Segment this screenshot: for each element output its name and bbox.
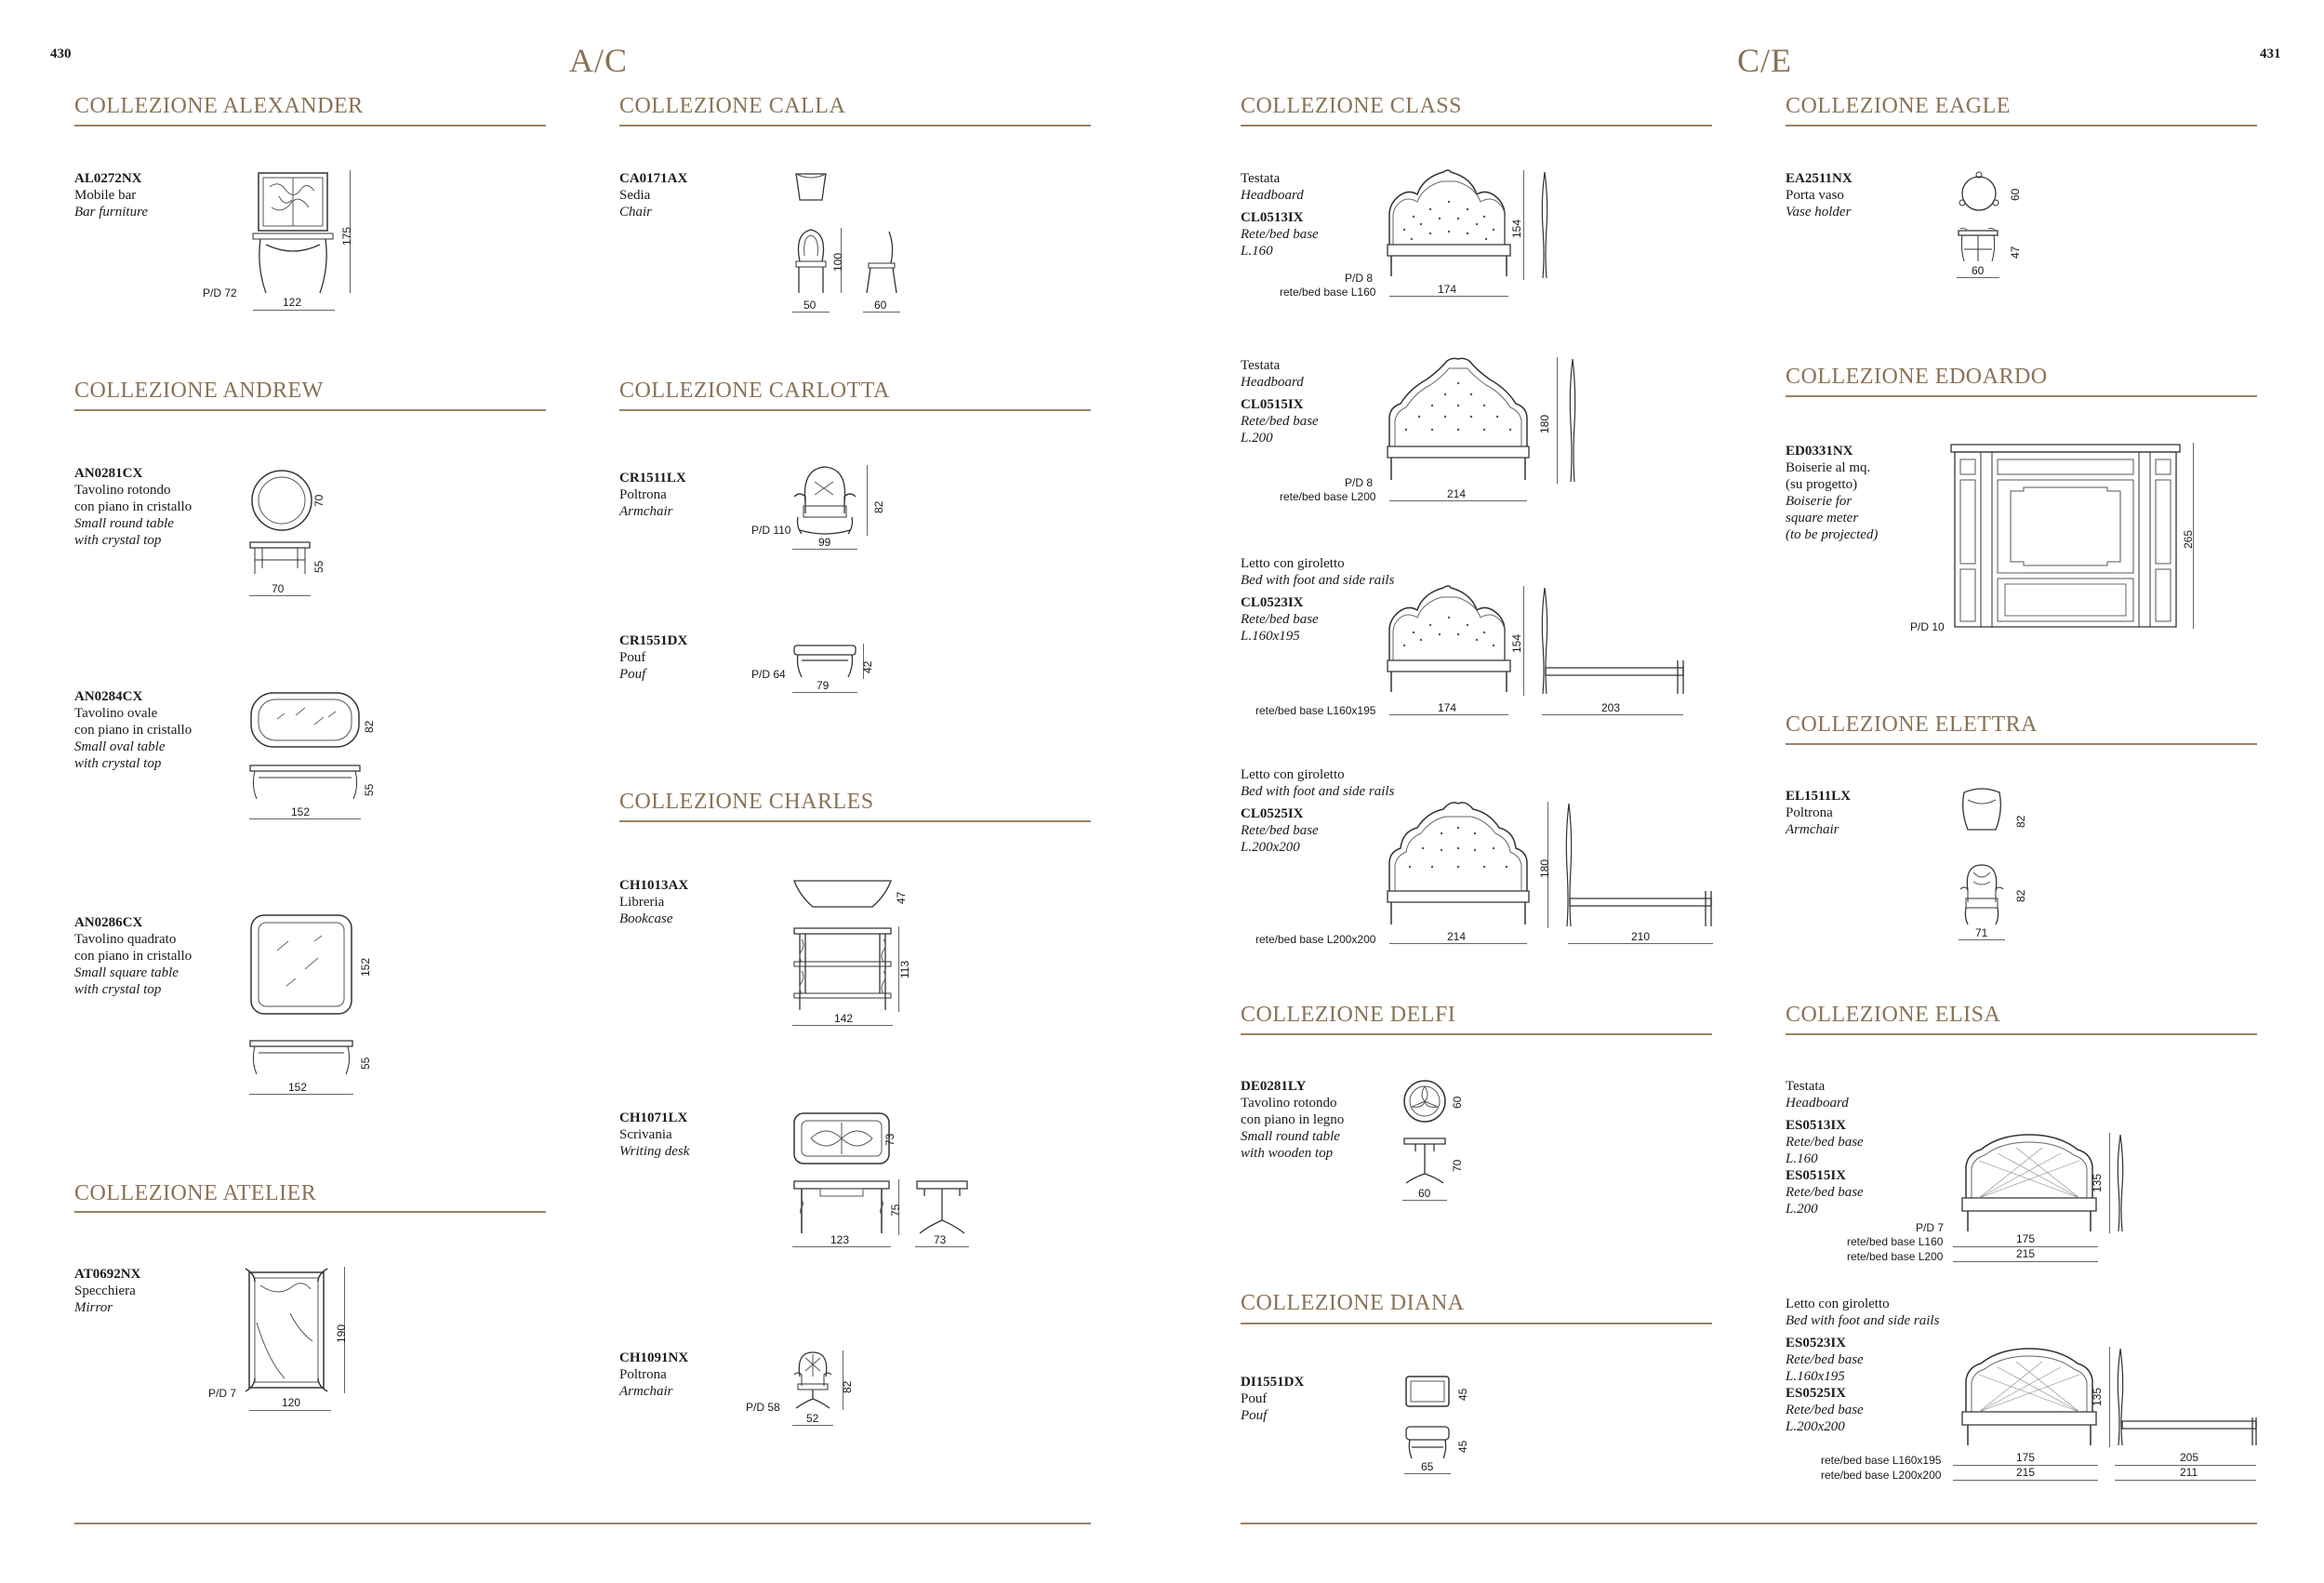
headboard-side-drawing [1566, 357, 1579, 484]
product-pre-en: Bed with foot and side rails [1241, 784, 1395, 799]
product-line: con piano in legno [1241, 1112, 1345, 1127]
dimension-line [249, 595, 311, 596]
dimension-height: 47 [2009, 246, 2022, 259]
depth-label: P/D 7 [208, 1387, 237, 1400]
product-pre: Testata [1786, 1079, 1826, 1094]
collection-title: COLLEZIONE CARLOTTA [619, 379, 890, 403]
dimension-line [1953, 1480, 2098, 1481]
dimension-length: 211 [2180, 1466, 2198, 1479]
product-description [619, 1350, 688, 1400]
dimension-line [2109, 1347, 2110, 1447]
product-pre: Letto con giroletto [1241, 556, 1345, 571]
armchair-top-drawing [1959, 787, 2005, 833]
dimension-line [1389, 943, 1527, 944]
mirror-drawing [244, 1267, 329, 1393]
bed-front-drawing [1386, 802, 1531, 928]
armchair-drawing [792, 465, 857, 536]
title-rule [1241, 125, 1712, 126]
title-rule [1786, 125, 2257, 126]
dimension-line [1568, 943, 1713, 944]
collection-title: COLLEZIONE DIANA [1241, 1291, 1465, 1315]
title-rule [1241, 1033, 1712, 1035]
product-line: Tavolino rotondo [74, 483, 171, 498]
dimension-height: 180 [1538, 414, 1551, 433]
product-code: ES0515IX [1786, 1168, 1847, 1183]
product-line-en: with wooden top [1241, 1146, 1334, 1161]
headboard-drawing [1386, 170, 1512, 280]
dimension-height: 82 [872, 500, 885, 513]
product-pre-en: Bed with foot and side rails [1241, 573, 1395, 588]
product-description [74, 1266, 140, 1316]
dimension-height: 154 [1510, 633, 1523, 653]
product-pre-en: Headboard [1786, 1096, 1849, 1111]
product-name-en: Pouf [1241, 1408, 1268, 1423]
product-code: ES0525IX [1786, 1386, 1847, 1401]
product-code: ED0331NX [1786, 444, 1853, 459]
oval-table-side-drawing [249, 765, 361, 802]
product-description [74, 465, 192, 549]
pouf-drawing [792, 644, 857, 679]
product-code: CL0513IX [1241, 210, 1304, 225]
dimension-height: 190 [335, 1324, 348, 1343]
headboard-side-drawing [1538, 170, 1551, 280]
dimension-line [792, 1246, 891, 1247]
product-name: Poltrona [1786, 805, 1833, 820]
dimension-height: 55 [312, 560, 325, 573]
dimension-height: 100 [831, 252, 844, 272]
collection-title: COLLEZIONE DELFI [1241, 1003, 1456, 1027]
dimension-width: 65 [1421, 1460, 1434, 1473]
depth-label: P/D 64 [751, 668, 786, 681]
product-name-en: Pouf [619, 667, 646, 682]
product-description [1786, 1296, 1939, 1435]
dimension-width: 152 [288, 1081, 308, 1094]
dimension-line [1542, 714, 1683, 715]
dimension-line [792, 1025, 893, 1026]
product-code: CL0515IX [1241, 397, 1304, 412]
product-line: Rete/bed base [1241, 414, 1319, 429]
product-line: (su progetto) [1786, 477, 1858, 492]
title-rule [74, 409, 546, 411]
product-line: L.200 [1241, 431, 1273, 446]
chair-side-drawing [863, 228, 900, 295]
chair-front-drawing [792, 228, 830, 295]
product-name: Pouf [1241, 1391, 1268, 1406]
product-line: Rete/bed base [1786, 1185, 1864, 1200]
product-line: L.200x200 [1786, 1419, 1845, 1434]
dimension-line [1953, 1261, 2098, 1262]
dimension-width: 215 [2016, 1466, 2036, 1479]
dimension-width: 52 [806, 1412, 819, 1425]
product-line: Rete/bed base [1241, 823, 1319, 838]
bookcase-front-drawing [792, 926, 893, 1012]
product-line: L.200 [1786, 1202, 1818, 1217]
bed-front-drawing [1386, 586, 1512, 696]
product-description [1241, 555, 1394, 645]
dimension-line [792, 549, 857, 550]
depth-label: P/D 8 [1345, 272, 1374, 285]
bed-base-label: rete/bed base L160x195 [1255, 704, 1376, 717]
dimension-width: 174 [1438, 701, 1457, 714]
bed-base-label: rete/bed base L200x200 [1255, 933, 1376, 946]
title-rule [74, 1211, 546, 1213]
title-rule [1786, 1033, 2257, 1035]
product-line: Tavolino ovale [74, 706, 158, 721]
product-description [619, 170, 687, 220]
product-line-en: with crystal top [74, 756, 162, 771]
dimension-line [1557, 357, 1558, 484]
dimension-height: 180 [1538, 858, 1551, 878]
collection-title: COLLEZIONE EDOARDO [1786, 365, 2048, 389]
product-name: Poltrona [619, 487, 667, 502]
dimension-width: 175 [2016, 1232, 2036, 1245]
depth-label: P/D 7 [1916, 1221, 1945, 1234]
product-code: CL0523IX [1241, 595, 1304, 610]
dimension-length: 210 [1631, 930, 1651, 943]
dimension-top: 60 [2009, 188, 2022, 201]
product-line: Boiserie al mq. [1786, 460, 1871, 475]
product-name-en: Writing desk [619, 1144, 690, 1159]
dimension-top: 82 [363, 720, 376, 733]
product-pre-en: Bed with foot and side rails [1786, 1313, 1940, 1328]
product-line-en: with crystal top [74, 982, 162, 997]
product-line: L.200x200 [1241, 840, 1300, 855]
product-description [1786, 170, 1853, 220]
dimension-width: 71 [1975, 926, 1988, 939]
bed-side-drawing [1562, 802, 1715, 928]
dimension-height: 70 [1451, 1159, 1464, 1172]
bed-base-label: rete/bed base L200x200 [1821, 1469, 1942, 1482]
square-table-top-drawing [249, 913, 353, 1016]
dimension-width: 215 [2016, 1247, 2036, 1260]
dimension-line [792, 312, 830, 313]
product-line: con piano in cristallo [74, 949, 193, 964]
dimension-width: 50 [803, 299, 817, 312]
product-line: Rete/bed base [1241, 227, 1319, 242]
product-code: CA0171AX [619, 171, 688, 186]
title-rule [619, 409, 1091, 411]
product-line: L.160x195 [1786, 1369, 1845, 1384]
depth-label: P/D 72 [203, 286, 237, 299]
bar-furniture-drawing [251, 170, 335, 300]
product-pre-en: Headboard [1241, 188, 1304, 203]
product-description [1786, 443, 1878, 543]
bottom-rule [1241, 1523, 2257, 1524]
collection-title: COLLEZIONE ALEXANDER [74, 94, 364, 118]
bottom-rule [74, 1523, 1091, 1524]
product-line: Rete/bed base [1786, 1135, 1864, 1150]
dimension-width: 123 [830, 1233, 850, 1246]
dimension-line [2109, 1133, 2110, 1233]
product-code: CH1091NX [619, 1350, 689, 1365]
desk-top-drawing [792, 1111, 891, 1165]
dimension-line [2115, 1480, 2256, 1481]
product-line: Rete/bed base [1241, 612, 1319, 627]
product-pre: Testata [1241, 358, 1281, 373]
product-description [1241, 170, 1319, 259]
dimension-height: 82 [2014, 889, 2027, 902]
dimension-height: 175 [340, 226, 353, 246]
dimension-line [1959, 939, 2005, 940]
product-name-en: Bookcase [619, 911, 673, 926]
dimension-line [1404, 1473, 1451, 1474]
dimension-depth: 73 [883, 1133, 896, 1146]
product-code: DE0281LY [1241, 1079, 1307, 1094]
product-description [619, 632, 687, 683]
product-name: Sedia [619, 188, 651, 203]
dimension-line [1389, 500, 1527, 501]
dimension-line [253, 310, 335, 311]
dimension-height: 82 [841, 1380, 854, 1393]
dimension-line [1402, 1200, 1447, 1201]
collection-title: COLLEZIONE ATELIER [74, 1181, 317, 1205]
oval-table-top-drawing [249, 691, 361, 749]
dimension-top: 60 [1451, 1096, 1464, 1109]
product-code: ES0513IX [1786, 1118, 1847, 1133]
dimension-line [915, 1246, 969, 1247]
product-pre: Letto con giroletto [1241, 767, 1345, 782]
left-page-letters: A/C [569, 42, 629, 79]
depth-label: P/D 10 [1910, 620, 1945, 633]
product-description [74, 688, 192, 772]
dimension-line [1389, 296, 1508, 297]
round-table-side-drawing [249, 541, 311, 579]
headboard-drawing [1960, 1133, 2098, 1233]
dimension-width: 79 [817, 679, 830, 692]
right-page-number: 431 [2260, 47, 2281, 61]
title-rule [1241, 1323, 1712, 1324]
bed-side-drawing [2115, 1347, 2260, 1447]
product-line-en: Small round table [74, 516, 174, 531]
dimension-height: 45 [1456, 1440, 1469, 1453]
collection-title: COLLEZIONE CLASS [1241, 94, 1462, 118]
product-code: CR1511LX [619, 471, 686, 486]
dimension-height: 113 [898, 960, 911, 978]
dimension-height: 42 [861, 660, 874, 673]
product-code: CH1013AX [619, 878, 689, 893]
dimension-width: 120 [282, 1396, 301, 1409]
product-description [1241, 766, 1394, 856]
dimension-line [249, 1094, 353, 1095]
product-line: con piano in cristallo [74, 499, 193, 514]
product-name: Scrivania [619, 1127, 672, 1142]
dimension-height: 55 [359, 1057, 372, 1070]
dimension-height: 75 [889, 1204, 902, 1217]
dimension-width: 175 [2016, 1451, 2036, 1464]
product-description [1241, 357, 1319, 446]
product-description [1786, 1078, 1864, 1217]
product-pre-en: Headboard [1241, 375, 1304, 390]
dimension-height: 82 [2014, 815, 2027, 828]
product-name: Mobile bar [74, 188, 137, 203]
product-line: Rete/bed base [1786, 1352, 1864, 1367]
armchair-front-drawing [1959, 863, 2005, 926]
product-code: AN0286CX [74, 915, 143, 930]
dimension-height: 135 [2091, 1387, 2104, 1406]
dimension-line [792, 1425, 833, 1426]
product-code: EA2511NX [1786, 171, 1853, 186]
dimension-line [1523, 586, 1524, 696]
product-name-en: Armchair [1786, 822, 1839, 837]
bookcase-top-drawing [792, 877, 893, 911]
dimension-length: 203 [1601, 701, 1621, 714]
boiserie-drawing [1949, 443, 2182, 629]
title-rule [1786, 395, 2257, 397]
product-code: AN0284CX [74, 689, 143, 704]
title-rule [1786, 743, 2257, 745]
product-code: AN0281CX [74, 466, 143, 481]
product-line: Rete/bed base [1786, 1403, 1864, 1417]
left-page-number: 430 [50, 47, 72, 61]
product-pre: Testata [1241, 171, 1281, 186]
dimension-length: 205 [2180, 1451, 2199, 1464]
dimension-line [867, 465, 868, 536]
product-line: con piano in cristallo [74, 723, 193, 738]
collection-title: COLLEZIONE ANDREW [74, 379, 324, 403]
depth-label: P/D 58 [746, 1401, 780, 1414]
headboard-drawing [1386, 357, 1531, 484]
product-line-en: Small round table [1241, 1129, 1340, 1144]
collection-title: COLLEZIONE ELISA [1786, 1003, 2001, 1027]
product-code: CH1071LX [619, 1111, 688, 1125]
pouf-side-drawing [1404, 1425, 1451, 1460]
desk-side-drawing [915, 1179, 969, 1235]
desk-front-drawing [792, 1179, 891, 1235]
product-description [74, 170, 148, 220]
product-name-en: Armchair [619, 504, 673, 519]
dimension-width: 60 [1972, 264, 1985, 277]
dimension-line [1523, 170, 1524, 280]
dimension-width: 73 [934, 1233, 947, 1246]
product-line-en: Small square table [74, 965, 179, 980]
product-description [1786, 788, 1851, 838]
dimension-width: 60 [874, 299, 887, 312]
product-description [619, 1110, 689, 1160]
product-line-en: square meter [1786, 511, 1859, 525]
product-name-en: Vase holder [1786, 205, 1852, 219]
product-code: EL1511LX [1786, 789, 1852, 804]
product-description [619, 877, 688, 927]
square-table-side-drawing [249, 1040, 353, 1077]
product-line: L.160 [1241, 244, 1273, 259]
dimension-height: 55 [363, 783, 376, 796]
collection-title: COLLEZIONE ELETTRA [1786, 712, 2038, 737]
round-table-top-drawing [249, 468, 314, 533]
dimension-top: 70 [312, 494, 325, 507]
product-code: CR1551DX [619, 633, 688, 648]
product-line-en: Boiserie for [1786, 494, 1853, 509]
dimension-width: 60 [1418, 1187, 1431, 1200]
product-line-en: with crystal top [74, 533, 162, 548]
dimension-line [863, 312, 900, 313]
round-table-top-drawing [1402, 1079, 1447, 1124]
product-line-en: (to be projected) [1786, 527, 1879, 542]
collection-title: COLLEZIONE CHARLES [619, 790, 874, 814]
dimension-width: 174 [1438, 283, 1457, 296]
vase-holder-side-drawing [1957, 227, 1999, 264]
dimension-line [792, 692, 857, 693]
product-line: Tavolino quadrato [74, 932, 177, 947]
product-pre: Letto con giroletto [1786, 1297, 1890, 1311]
bed-base-label: rete/bed base L200 [1847, 1250, 1944, 1263]
dimension-line [1389, 714, 1508, 715]
bed-side-drawing [1538, 586, 1687, 696]
product-description [74, 914, 192, 998]
product-code: AT0692NX [74, 1267, 141, 1282]
dimension-width: 99 [818, 536, 831, 549]
vase-holder-top-drawing [1957, 171, 2001, 214]
dimension-width: 142 [834, 1012, 854, 1025]
title-rule [619, 820, 1091, 822]
product-line: L.160x195 [1241, 629, 1300, 644]
dimension-height: 135 [2091, 1173, 2104, 1192]
product-code: AL0272NX [74, 171, 142, 186]
dimension-width: 214 [1447, 487, 1467, 500]
pouf-top-drawing [1404, 1375, 1451, 1408]
armchair-drawing [792, 1350, 833, 1410]
product-line: Tavolino rotondo [1241, 1096, 1337, 1111]
bed-base-label: rete/bed base L200 [1280, 490, 1376, 503]
product-line-en: Small oval table [74, 739, 166, 754]
bed-base-label: rete/bed base L160x195 [1821, 1454, 1942, 1467]
product-name: Poltrona [619, 1367, 667, 1382]
dimension-width: 214 [1447, 930, 1467, 943]
bed-base-label: rete/bed base L160 [1847, 1235, 1944, 1248]
bed-base-label: rete/bed base L160 [1280, 286, 1376, 299]
product-name-en: Chair [619, 205, 653, 219]
collection-title: COLLEZIONE CALLA [619, 94, 846, 118]
product-name: Specchiera [74, 1284, 136, 1298]
round-table-side-drawing [1402, 1137, 1447, 1185]
product-code: DI1551DX [1241, 1375, 1305, 1390]
headboard-side-drawing [2115, 1133, 2126, 1233]
depth-label: P/D 110 [751, 524, 791, 537]
dimension-height: 265 [2182, 529, 2195, 549]
product-description [1241, 1374, 1304, 1424]
product-description [1241, 1078, 1344, 1162]
dimension-top: 152 [359, 957, 372, 977]
product-name: Pouf [619, 650, 646, 665]
dimension-line [249, 1410, 331, 1411]
dimension-width: 152 [291, 805, 311, 818]
dimension-width: 122 [283, 296, 302, 309]
product-name-en: Armchair [619, 1384, 673, 1399]
right-page-letters: C/E [1737, 42, 1793, 79]
product-name-en: Bar furniture [74, 205, 149, 219]
bed-front-drawing [1960, 1347, 2098, 1447]
product-name-en: Mirror [74, 1300, 113, 1315]
title-rule [74, 125, 546, 126]
dimension-depth: 47 [895, 891, 908, 904]
product-description [619, 470, 686, 520]
dimension-line [1957, 277, 1999, 278]
collection-title: COLLEZIONE EAGLE [1786, 94, 2011, 118]
dimension-line [249, 818, 361, 819]
dimension-height: 154 [1510, 219, 1523, 238]
product-code: CL0525IX [1241, 806, 1304, 821]
chair-top-drawing [792, 170, 830, 204]
title-rule [619, 125, 1091, 126]
depth-label: P/D 8 [1345, 476, 1374, 489]
product-code: ES0523IX [1786, 1336, 1847, 1350]
dimension-height: 45 [1456, 1388, 1469, 1401]
product-line: L.160 [1786, 1151, 1818, 1166]
product-name: Porta vaso [1786, 188, 1844, 203]
dimension-width: 70 [272, 582, 285, 595]
product-name: Libreria [619, 895, 665, 910]
